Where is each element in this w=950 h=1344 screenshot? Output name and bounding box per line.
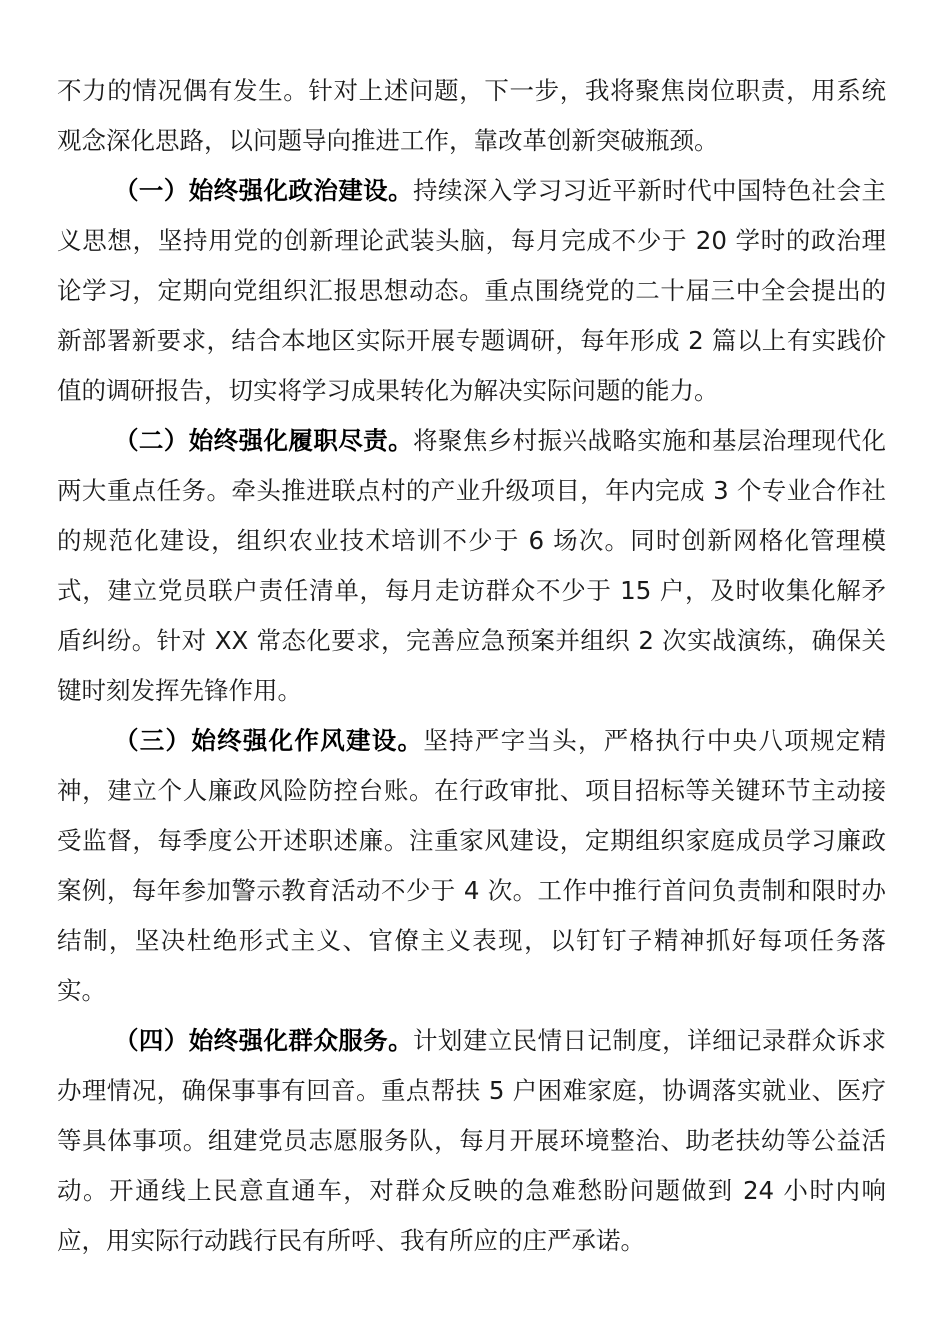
paragraph-public-service [57,1016,886,1266]
paragraph-text: 持续深入学习习近平新时代中国特色社会主义思想，坚持用党的创新理论武装头脑，每月完成不少于 20 学时的政治理论学习，定期向党组织汇报思想动态。重点围绕党的二十届三中全会提出的新部署新要求，结合本地区实际开展专题调研，每年形成 2 篇以上有实践价值的调研报告，切实将学习成果转化为解决实际问题的能力。 [57,176,886,405]
section-heading: （三）始终强化作风建设。 [114,726,424,755]
paragraph-political-construction [57,166,886,416]
paragraph-text: 将聚焦乡村振兴战略实施和基层治理现代化两大重点任务。牵头推进联点村的产业升级项目，年内完成 3 个专业合作社的规范化建设，组织农业技术培训不少于 6 场次。同时创新网格化管理模式，建立党员联户责任清单，每月走访群众不少于 15 户，及时收集化解矛盾纠纷。针对 XX 常态化要求，完善应急预案并组织 2 次实战演练，确保关键时刻发挥先锋作用。 [57,426,886,705]
paragraph-work-style [57,716,886,1016]
paragraph-intro [57,66,886,166]
paragraph-text: 计划建立民情日记制度，详细记录群众诉求办理情况，确保事事有回音。重点帮扶 5 户困难家庭，协调落实就业、医疗等具体事项。组建党员志愿服务队，每月开展环境整治、助老扶幼等公益活动。开通线上民意直通车，对群众反映的急难愁盼问题做到 24 小时内响应，用实际行动践行民有所呼、我有所应的庄严承诺。 [57,1026,886,1255]
section-heading: （二）始终强化履职尽责。 [114,426,413,455]
section-heading: （一）始终强化政治建设。 [114,176,413,205]
section-heading: （四）始终强化群众服务。 [114,1026,413,1055]
document-page [57,66,886,1266]
paragraph-text: 不力的情况偶有发生。针对上述问题，下一步，我将聚焦岗位职责，用系统观念深化思路，以问题导向推进工作，靠改革创新突破瓶颈。 [57,76,886,155]
paragraph-text: 坚持严字当头，严格执行中央八项规定精神，建立个人廉政风险防控台账。在行政审批、项目招标等关键环节主动接受监督，每季度公开述职述廉。注重家风建设，定期组织家庭成员学习廉政案例，每年参加警示教育活动不少于 4 次。工作中推行首问负责制和限时办结制，坚决杜绝形式主义、官僚主义表现，以钉钉子精神抓好每项任务落实。 [57,726,887,1005]
paragraph-duty-performance [57,416,886,716]
